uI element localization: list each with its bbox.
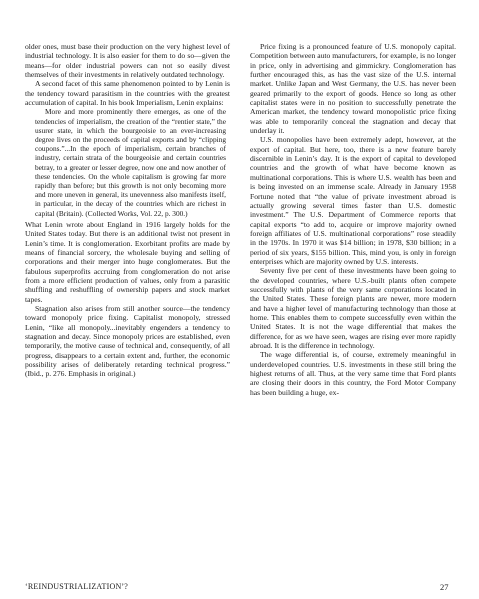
body-paragraph: The wage differential is, of course, extremely meaningful in underdeveloped countries. U.S. investments in these still bring the highest returns of all. Thus, at the very same time that Ford plants are closing their doors in this country, the Ford Motor Company has been building a huge, ex-: [250, 350, 456, 397]
body-paragraph: Seventy five per cent of these investments have been going to the developed countries, where U.S.-built plants often compete successfully with plants of the very same corporations located in the United States. These foreign plants are newer, more modern and have a higher level of manufacturing technology than those at home. This enables them to compete successfully even within the United States. It is not the wage differential that makes the difference, for as we have seen, wages are rising ever more rapidly abroad. It is the difference in technology.: [250, 266, 456, 350]
block-quote: More and more prominently there emerges, as one of the tendencies of imperialism, the creation of the “rentier state,” the usurer state, in which the bourgeoisie to an ever-increasing degree lives on the proceeds of capital exports and by “clipping coupons.”...In the epoch of imperialism, certain branches of industry, certain strata of the bourgeoisie and certain countries betray, to a greater or lesser degree, now one and now another of these tendencies. On the whole capitalism is growing far more rapidly than before; but this growth is not only becoming more and more uneven in general, its unevenness also manifests itself, in particular, in the decay of the countries which are richest in capital (Britain). (Collected Works, Vol. 22, p. 300.): [35, 107, 226, 218]
body-paragraph: A second facet of this same phenomenon pointed to by Lenin is the tendency toward parasitism in the countries with the greatest accumulation of capital. In his book Imperialism, Lenin explains:: [25, 79, 230, 108]
right-column: [250, 42, 456, 397]
body-paragraph: older ones, must base their production on the very highest level of industrial technology. It is also easier for them to do so—given the means—for older industrial powers can not so easily divest themselves of their investments in relatively outdated technology.: [25, 42, 230, 80]
body-paragraph: What Lenin wrote about England in 1916 largely holds for the United States today. But there is an additional twist not present in Lenin’s time. It is conglomeration. Exorbitant profits are made by means of financial sorcery, the wholesale buying and selling of corporations and their merger into huge conglomerates. But the fabulous superprofits accruing from conglomeration do not arise from a more efficient production of values, only from a parasitic shuffling and reshuffling of ownership papers and stock market tapes.: [25, 219, 230, 304]
body-paragraph: U.S. monopolies have been extremely adept, however, at the export of capital. But here, too, there is a new feature barely discernible in Lenin’s day. It is the export of capital to developed countries and the growth of what have become known as multinational corporations. This is where U.S. wealth has been and is being invested on an immense scale. Already in January 1958 Fortune noted that “the value of private investment abroad is actually growing several times faster than U.S. domestic investment.” The U.S. Department of Commerce reports that capital exports “to add to, acquire or improve majority owned foreign affiliates of U.S. multinational corporations” rose steadily in the 1970s. In 1970 it was $14 billion; in 1978, $30 billion; in a period of six years, $155 billion. This, mind you, is only in foreign enterprises which are majority owned by U.S. interests.: [250, 135, 456, 266]
body-paragraph: Stagnation also arises from still another source—the tendency toward monopoly price fixing. Capitalist monopoly, stressed Lenin, “like all monopoly...inevitably engenders a tendency to stagnation and decay. Since monopoly prices are established, even temporarily, the motive cause of technical and, consequently, of all progress, disappears to a certain extent and, further, the economic possibility arises of deliberately retarding technical progress.” (Ibid., p. 276. Emphasis in original.): [25, 303, 230, 379]
running-title: ‘REINDUSTRIALIZATION’?: [25, 582, 129, 591]
left-column: [25, 42, 230, 379]
page-number: 27: [440, 582, 449, 592]
body-paragraph: Price fixing is a pronounced feature of U.S. monopoly capital. Competition between auto manufacturers, for example, is no longer in price, only in advertising and gimmickry. Conglomeration has further encouraged this, as has the vast size of the U.S. internal market. Unlike Japan and West Germany, the U.S. has never been geared primarily to the export of goods. Hence so long as other capitalist states were in no position to successfully penetrate the American market, the tendency toward monopolistic price fixing was able to temporarily conceal the stagnation and decay that underlay it.: [250, 42, 456, 136]
